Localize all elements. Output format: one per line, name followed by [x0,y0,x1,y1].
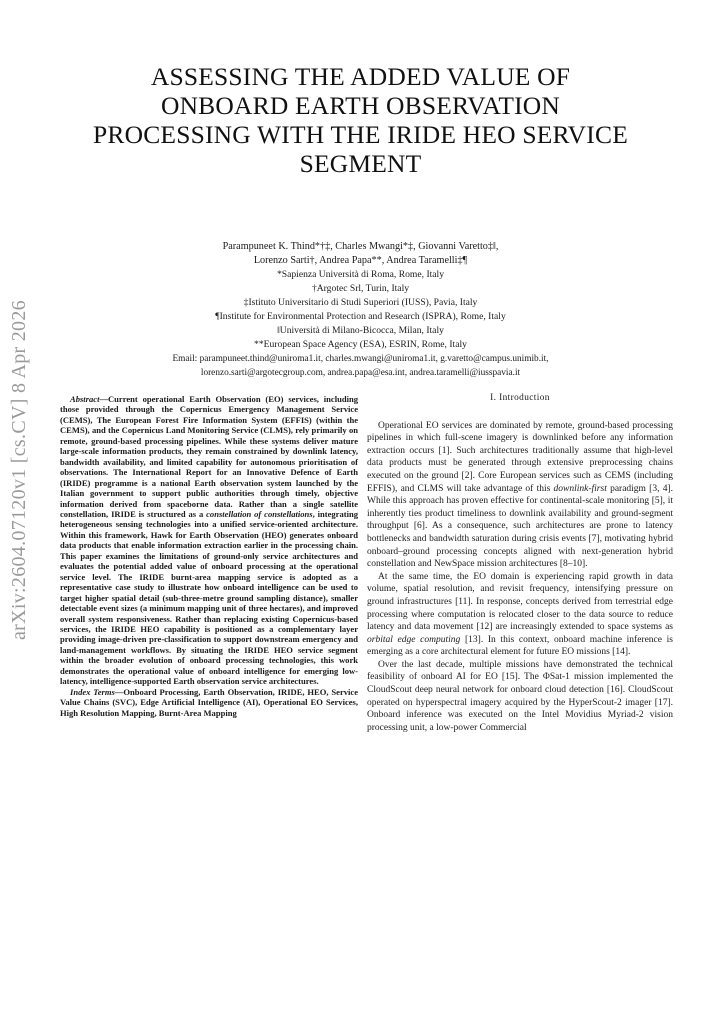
paragraph-text: At the same time, the EO domain is experiencing rapid growth in data volume, spatial resolution, and revisit frequency, intensifying pressure on ground infrastructures [11]. In response, concepts derived from terrestrial edge processing where computation is relocated closer to the data source to reduce latency and data movement [12] are increasingly extended to space systems as [367,571,673,633]
affiliation: *Sapienza Università di Roma, Rome, Italy [276,269,445,280]
index-terms-label: Index Terms [70,686,115,697]
abstract [60,394,358,718]
paragraph [367,571,673,659]
title-line: SEGMENT [299,149,422,178]
paragraph-emphasis: orbital edge computing [367,634,461,645]
email-line: lorenzo.sarti@argotecgroup.com, andrea.papa@esa.int, andrea.taramelli@iusspavia.it [200,368,521,378]
arxiv-stamp-text: arXiv:2604.07120v1 [cs.CV] 8 Apr 2026 [8,300,30,640]
abstract-text: —Current operational Earth Observation (EO) services, including those provided through the Copernicus Emergency Management Service (CEMS), The European Forest Fire Information System (EFFIS) (within the CEMS), and the Copernicus Land Monitoring Service (CLMS), rely primarily on remote, ground-based processing pipelines. While these systems deliver mature large-scale information products, they remain constrained by downlink latency, bandwidth availability, and limited capability for autonomous prioritisation of observations. The International Report for an Innovative Defence of Earth (IRIDE) programme is a national Earth observation system launched by the Italian government to support public authorities through timely, objective information derived from spaceborne data. Rather than a single satellite constellation, IRIDE is structured as a [60,394,358,519]
right-column [367,392,673,734]
paragraph-text: Operational EO services are dominated by remote, ground-based processing pipelines in which full-scene imagery is downlinked before any information extraction occurs [1]. Such architectures traditionally assume that high-level data products must be generated through extensive preprocessing chains executed on the ground [2]. Core European services such as CEMS (including EFFIS), and CLMS will take advantage of this [367,420,673,494]
author-block [80,240,641,380]
title-line: PROCESSING WITH THE IRIDE HEO SERVICE [93,120,628,149]
abstract-emphasis: constellation of constellations [206,508,313,519]
paragraph: Over the last decade, multiple missions have demonstrated the technical feasibility of onboard AI for EO [15]. The ΦSat-1 mission implemented the CloudScout deep neural network for onboard cloud detection [16]. CloudScout operated on hyperspectral imagery acquired by the HyperScout-2 imager [17]. Onboard inference was executed on the Intel Movidius Myriad-2 vision processing unit, a low-power Commercial [367,659,673,733]
paper-title [40,62,681,178]
affiliation: †Argotec Srl, Turin, Italy [311,283,410,294]
affiliation: ¶Institute for Environmental Protection and Research (ISPRA), Rome, Italy [215,311,506,322]
index-terms-text: —Onboard Processing, Earth Observation, IRIDE, HEO, Service Value Chains (SVC), Edge Artificial Intelligence (AI), Operational EO Services, High Resolution Mapping, Burnt-Area Mapping [60,686,358,718]
abstract-text: , integrating heterogeneous sensing technologies into a unified service-oriented architecture. Within this framework, Hawk for Earth Observation (HEO) generates onboard data products that enable information extraction earlier in the processing chain. This paper examines the limitations of ground-only service architectures and evaluates the potential added value of onboard processing at the operational service level. The IRIDE burnt-area mapping service is adopted as a representative case study to illustrate how onboard intelligence can be used to target higher spatial detail (sub-three-metre ground sampling distance), smaller detectable event sizes (a minimum mapping unit of three hectares), and improved overall system responsiveness. Rather than replacing existing Copernicus-based services, the IRIDE HEO capability is positioned as a complementary layer providing image-driven pre-classification to support downstream emergency and land-management workflows. By situating the IRIDE HEO service segment within the broader evolution of onboard processing technologies, this work demonstrates the operational value of onboard intelligence for emerging low-latency, intelligence-supported Earth observation service architectures. [60,508,358,687]
author-line: Parampuneet K. Thind*†‡, Charles Mwangi*‡, Giovanni Varetto‡‖, [222,241,499,252]
author-line: Lorenzo Sarti†, Andrea Papa**, Andrea Taramelli‡¶ [253,255,468,266]
affiliation: ‖Università di Milano-Bicocca, Milan, Italy [277,325,444,336]
affiliation: ‡Istituto Universitario di Studi Superiori (IUSS), Pavia, Italy [243,297,478,308]
paragraph [367,420,673,571]
paragraph-text: paradigm [3, 4]. While this approach has proven effective for continental-scale monitoring [5], it inherently ties product timeliness to downlink availability and ground-segment throughput [6]. As a consequence, such architectures are prone to latency bottlenecks and bandwidth saturation during crisis events [7], motivating hybrid onboard–ground processing concepts aligned with next-generation hybrid constellation and NewSpace mission architectures [8–10]. [367,483,673,570]
index-terms [60,687,358,718]
title-line: ASSESSING THE ADDED VALUE OF [150,62,571,91]
affiliation: **European Space Agency (ESA), ESRIN, Rome, Italy [254,339,467,350]
section-heading: I. Introduction [490,393,550,403]
left-column [60,394,358,718]
paragraph-emphasis: downlink-first [553,483,607,494]
title-line: ONBOARD EARTH OBSERVATION [160,91,561,120]
abstract-label: Abstract [70,394,100,404]
paragraph-text: [13]. In this context, onboard machine inference is emerging as a core architectural element for future EO missions [14]. [367,634,674,658]
email-line: Email: parampuneet.thind@uniroma1.it, charles.mwangi@uniroma1.it, g.varetto@campus.unimib.it, [172,354,549,364]
